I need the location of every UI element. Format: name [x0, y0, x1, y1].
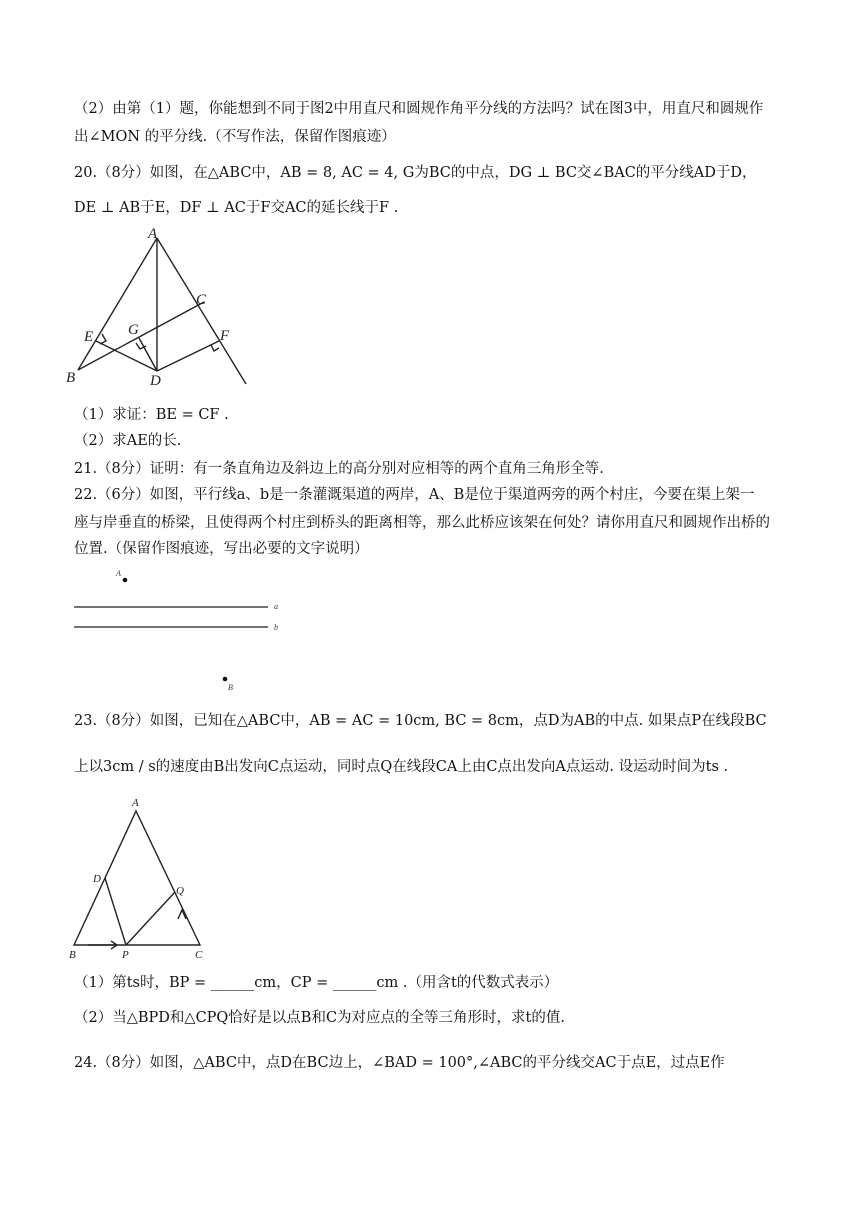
label-village-a: A: [116, 569, 121, 578]
q20-figure: [60, 224, 260, 394]
segment-bc: [78, 302, 204, 370]
label-d: D: [150, 373, 161, 389]
village-b-point: [223, 677, 228, 682]
q20-line1: 20.（8分）如图，在△ABC中，AB = 8, AC = 4, G为BC的中点，DG ⊥ BC交∠BAC的平分线AD于D，: [74, 165, 757, 181]
village-a-point: [123, 578, 128, 583]
q20-line2: DE ⊥ AB于E，DF ⊥ AC于F交AC的延长线于F .: [74, 200, 399, 216]
label-d: D: [93, 873, 101, 885]
label-g: G: [128, 322, 139, 338]
q23-line2: 上以3cm / s的速度由B出发向C点运动，同时点Q在线段CA上由C点出发向A点运动. 设运动时间为ts .: [74, 759, 729, 775]
q23-part2: （2）当△BPD和△CPQ恰好是以点B和C为对应点的全等三角形时，求t的值.: [74, 1010, 565, 1026]
label-bank-b: b: [274, 623, 278, 632]
right-angle-mark-e: [100, 334, 106, 344]
segment-ac-extended: [157, 238, 246, 384]
q20-part2: （2）求AE的长.: [74, 433, 182, 449]
q19-part2-line2: 出∠MON 的平分线.（不写作法，保留作图痕迹）: [74, 129, 396, 145]
q23-line1: 23.（8分）如图，已知在△ABC中，AB = AC = 10cm, BC = 8cm，点D为AB的中点. 如果点P在线段BC: [74, 713, 767, 729]
segment-df: [157, 341, 219, 371]
q23-part1: （1）第ts时，BP = ______cm，CP = ______cm .（用含t的代数式表示）: [74, 975, 559, 991]
segment-pq: [126, 892, 175, 945]
label-c: C: [196, 292, 207, 308]
q22-line3: 位置.（保留作图痕迹，写出必要的文字说明）: [74, 541, 369, 557]
label-b: B: [66, 370, 76, 386]
label-c: C: [195, 949, 203, 961]
label-a: A: [132, 797, 139, 809]
q19-part2-line1: （2）由第（1）题，你能想到不同于图2中用直尺和圆规作角平分线的方法吗？试在图3中，用直尺和圆规作: [74, 101, 764, 117]
right-angle-mark-f: [211, 345, 219, 351]
label-e: E: [84, 329, 94, 345]
label-bank-a: a: [274, 602, 278, 611]
q20-part1: （1）求证：BE = CF .: [74, 407, 229, 423]
label-a: A: [148, 226, 158, 242]
q21-line: 21.（8分）证明：有一条直角边及斜边上的高分别对应相等的两个直角三角形全等.: [74, 461, 604, 477]
label-q: Q: [176, 885, 184, 897]
q22-line1: 22.（6分）如图，平行线a、b是一条灌溉渠道的两岸，A、B是位于渠道两旁的两个村庄，今要在渠上架一: [74, 487, 755, 503]
q24-line1: 24.（8分）如图，△ABC中，点D在BC边上，∠BAD = 100°,∠ABC的平分线交AC于点E，过点E作: [74, 1055, 725, 1071]
q23-figure: [62, 792, 222, 964]
q22-line2: 座与岸垂直的桥梁，且使得两个村庄到桥头的距离相等，那么此桥应该架在何处？请你用直尺和圆规作出桥的: [74, 515, 770, 531]
label-f: F: [220, 328, 230, 344]
label-p: P: [122, 949, 129, 961]
label-b: B: [69, 949, 76, 961]
q22-figure: [70, 566, 300, 696]
segment-dp: [105, 878, 126, 945]
label-village-b: B: [228, 683, 233, 692]
